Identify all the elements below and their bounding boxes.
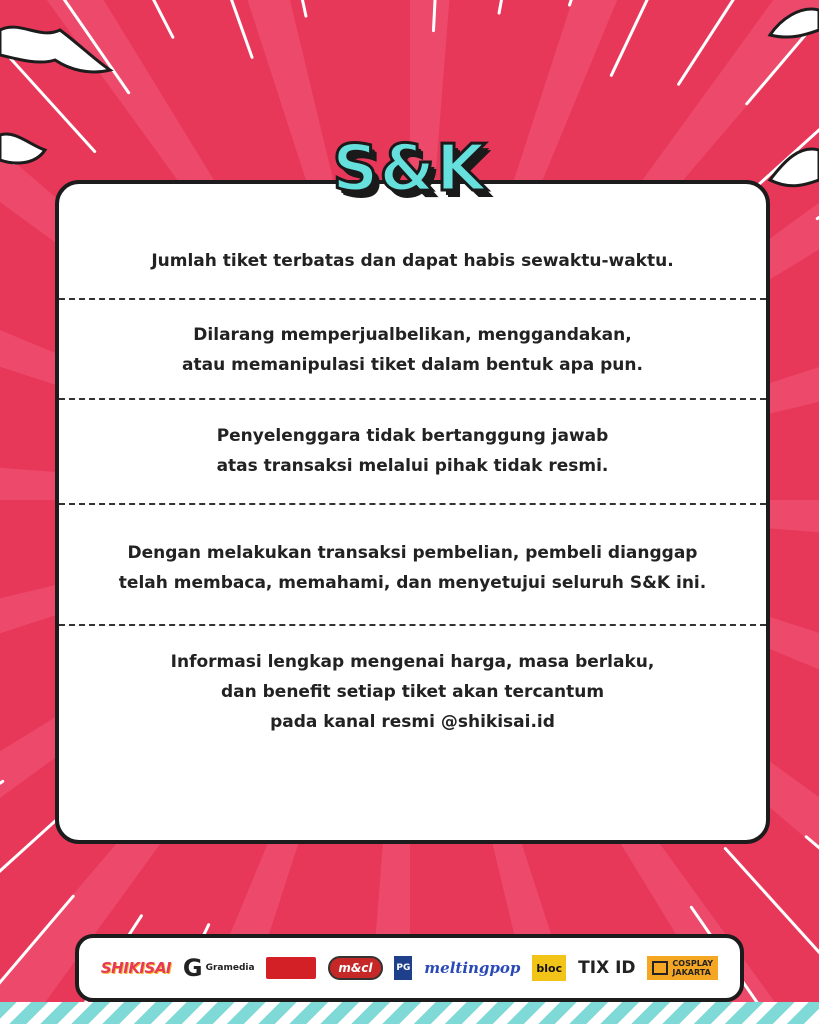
bloc-logo: bloc bbox=[532, 955, 566, 981]
term-divider bbox=[59, 298, 766, 300]
term-item: Dengan melakukan transaksi pembelian, pembeli dianggap telah membaca, memahami, dan menyetujui seluruh S&K ini. bbox=[118, 543, 707, 593]
term-item: Dilarang memperjualbelikan, menggandakan, atau memanipulasi tiket dalam bentuk apa pun. bbox=[182, 325, 643, 375]
cosplay-jakarta-logo: COSPLAY JAKARTA bbox=[647, 956, 718, 980]
sponsor-bar bbox=[75, 934, 744, 1002]
term-divider bbox=[59, 398, 766, 400]
shikisai-logo: SHIKISAI bbox=[100, 959, 172, 977]
bracket-icon bbox=[652, 961, 668, 975]
sponsor-logo-red bbox=[266, 957, 316, 979]
term-divider bbox=[59, 503, 766, 505]
gramedia-logo: G Gramedia bbox=[182, 954, 255, 982]
stripe-footer bbox=[0, 1002, 819, 1024]
term-divider bbox=[59, 624, 766, 626]
terms-card bbox=[55, 180, 770, 844]
term-item: Jumlah tiket terbatas dan dapat habis sewaktu-waktu. bbox=[151, 251, 674, 271]
tix-id-logo: TIX ID bbox=[578, 958, 636, 978]
pg-logo: PG bbox=[394, 956, 412, 980]
term-item: Informasi lengkap mengenai harga, masa berlaku, dan benefit setiap tiket akan tercantum pada kanal resmi @shikisai.id bbox=[170, 652, 655, 732]
term-item: Penyelenggara tidak bertanggung jawab atas transaksi melalui pihak tidak resmi. bbox=[216, 426, 609, 476]
meltingpop-logo: meltingpop bbox=[424, 959, 521, 977]
mcl-logo: m&cl bbox=[328, 956, 382, 980]
page-title: S&K bbox=[332, 132, 487, 206]
